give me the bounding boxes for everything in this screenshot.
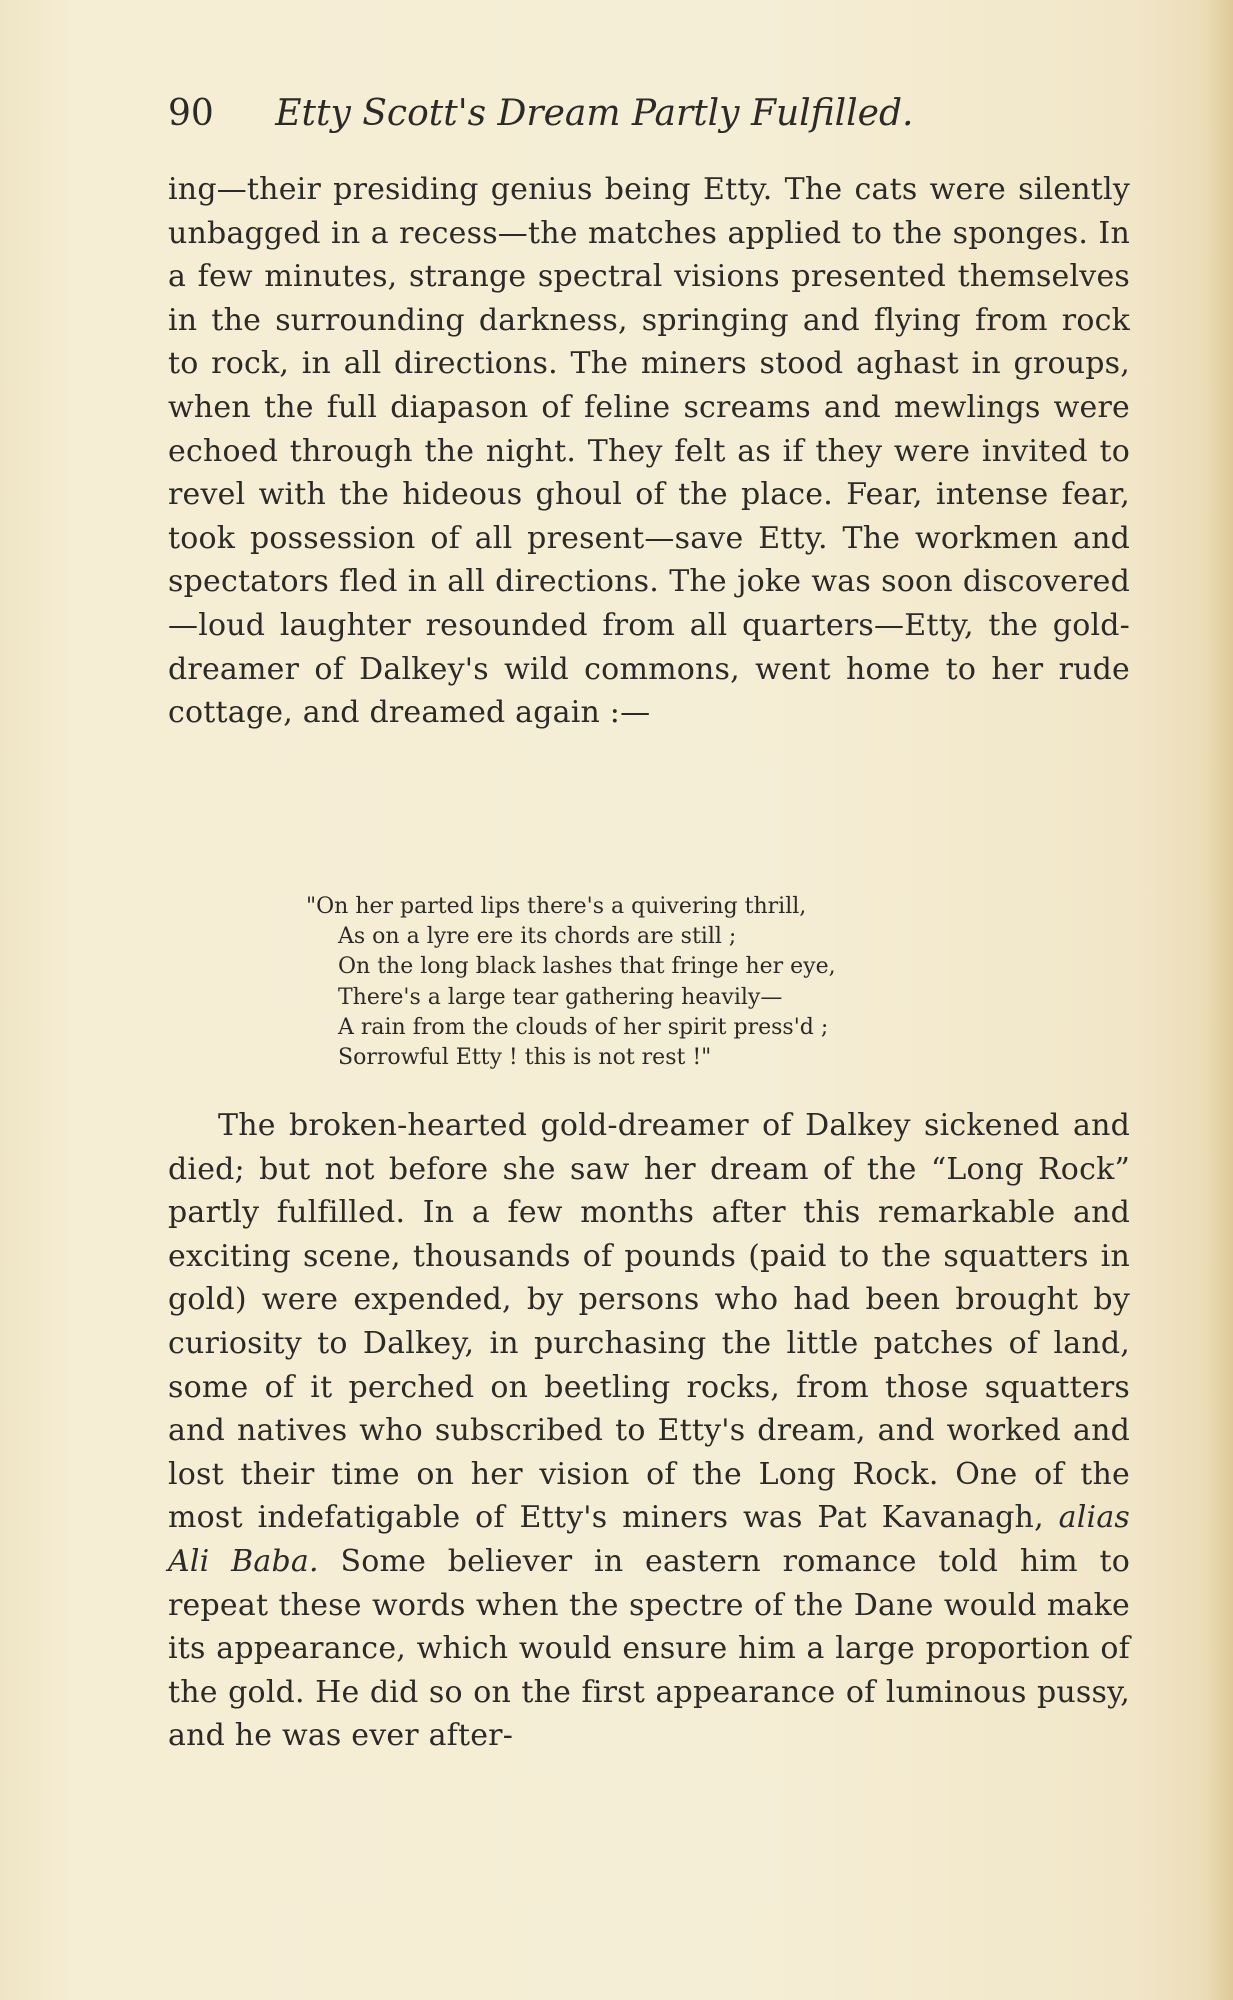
running-header xyxy=(168,84,1008,144)
running-title: Etty Scott's Dream Partly Fulfilled. xyxy=(275,93,914,134)
verse-line: As on a lyre ere its chords are still ; xyxy=(338,924,737,950)
verse-line: There's a large tear gathering heavily— xyxy=(338,984,783,1010)
paragraph-text: The broken-hearted gold-dreamer of Dalkey sickened and died; but not before she saw her dream of the “Long Rock” partly fulfilled. In a few months after this remarkable and exciting scene, thousands of pounds (paid to the squatters in gold) were expended, by persons who had been brought by curiosity to Dalkey, in purchasing the little patches of land, some of it perched on beetling rocks, from those squatters and natives who subscribed to Etty's dream, and worked and lost their time on her vision of the Long Rock. One of the most indefatigable of Etty's miners was Pat Kavanagh, xyxy=(168,1108,1130,1536)
verse-line: Sorrowful Etty ! this is not rest !" xyxy=(338,1045,712,1071)
verse-line: "On her parted lips there's a quivering thrill, xyxy=(306,894,807,919)
page-edge-shadow xyxy=(1205,0,1233,2000)
italic-ali-baba: Ali Baba. xyxy=(168,1543,319,1579)
paragraph-continued: ing—their presiding genius being Etty. The cats were silently unbagged in a recess—the matches applied to the sponges. In a few minutes, strange spectral visions presented themselves in the surrounding darkness, springing and flying from rock to rock, in all directions. The miners stood aghast in groups, when the full diapason of feline screams and mewlings were echoed through the night. They felt as if they were invited to revel with the hideous ghoul of the place. Fear, intense fear, took possession of all present—save Etty. The workmen and spectators fled in all directions. The joke was soon discovered—loud laughter resounded from all quarters—Etty, the gold-dreamer of Dalkey's wild commons, went home to her rude cottage, and dreamed again :— xyxy=(168,172,1130,731)
italic-alias: alias xyxy=(1058,1500,1130,1536)
verse-line: A rain from the clouds of her spirit press'd ; xyxy=(338,1014,829,1040)
verse-quotation xyxy=(306,892,1066,1073)
paragraph-text-end: Some believer in eastern romance told him to repeat these words when the spectre of the Dane would make its appearance, which would ensure him a large proportion of the gold. He did so on the first appearance of luminous pussy, and he was ever after- xyxy=(168,1543,1131,1754)
verse-line: On the long black lashes that fringe her eye, xyxy=(338,954,836,980)
paragraph-broken-hearted xyxy=(168,1104,1130,1758)
page-number: 90 xyxy=(168,93,214,134)
